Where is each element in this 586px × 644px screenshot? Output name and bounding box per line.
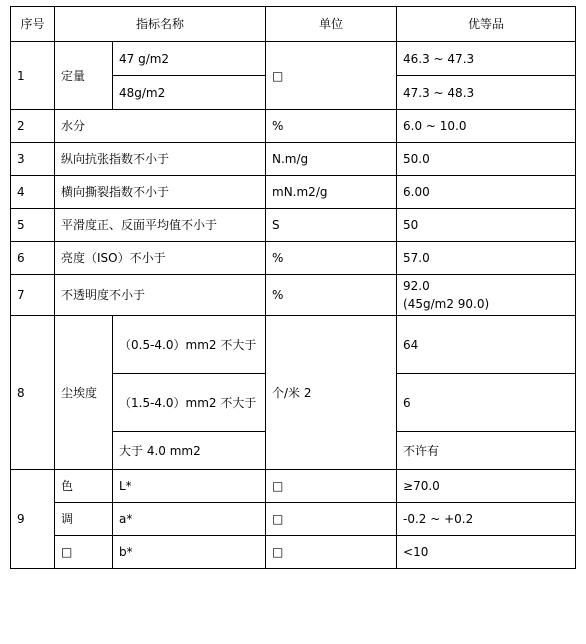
row9-name3: □ [55,536,113,569]
row1-value1: 46.3 ~ 47.3 [397,42,576,76]
row1-sub1: 47 g/m2 [113,42,266,76]
row8-sub3: 大于 4.0 mm2 [113,432,266,470]
row8-unit: 个/米 2 [266,316,397,470]
row9-unit3: □ [266,536,397,569]
row6-unit: % [266,242,397,275]
row4-seq: 4 [11,176,55,209]
row9-unit1: □ [266,470,397,503]
row2-name: 水分 [55,110,266,143]
row8-value2: 6 [397,374,576,432]
table-row [11,209,576,242]
table-row [11,536,576,569]
header-seq: 序号 [11,7,55,42]
row8-sub2: （1.5-4.0）mm2 不大于 [113,374,266,432]
table-row [11,242,576,275]
table-row [11,275,576,316]
row1-unit: □ [266,42,397,110]
row9-seq: 9 [11,470,55,569]
row2-seq: 2 [11,110,55,143]
row1-seq: 1 [11,42,55,110]
row6-seq: 6 [11,242,55,275]
row1-name: 定量 [55,42,113,110]
row7-value [397,275,576,316]
row5-name: 平滑度正、反面平均值不小于 [55,209,266,242]
row7-value-line2: (45g/m2 90.0) [403,297,490,311]
row9-value1: ≥70.0 [397,470,576,503]
row9-sub3: b* [113,536,266,569]
row3-unit: N.m/g [266,143,397,176]
row9-unit2: □ [266,503,397,536]
table-row [11,176,576,209]
table-row [11,143,576,176]
row7-seq: 7 [11,275,55,316]
table-row [11,110,576,143]
table-row [11,503,576,536]
row9-sub2: a* [113,503,266,536]
row5-value: 50 [397,209,576,242]
row9-sub1: L* [113,470,266,503]
row5-seq: 5 [11,209,55,242]
spec-table [10,6,576,569]
table-row [11,470,576,503]
row8-value1: 64 [397,316,576,374]
row2-value: 6.0 ~ 10.0 [397,110,576,143]
row6-value: 57.0 [397,242,576,275]
row7-name: 不透明度不小于 [55,275,266,316]
row3-name: 纵向抗张指数不小于 [55,143,266,176]
header-unit: 单位 [266,7,397,42]
row8-seq: 8 [11,316,55,470]
row9-value3: <10 [397,536,576,569]
table-row [11,316,576,374]
row9-name2: 调 [55,503,113,536]
row9-name1: 色 [55,470,113,503]
row9-value2: -0.2 ~ +0.2 [397,503,576,536]
row6-name: 亮度（ISO）不小于 [55,242,266,275]
header-name: 指标名称 [55,7,266,42]
row3-value: 50.0 [397,143,576,176]
header-row [11,7,576,42]
row5-unit: S [266,209,397,242]
row4-unit: mN.m2/g [266,176,397,209]
row2-unit: % [266,110,397,143]
row4-value: 6.00 [397,176,576,209]
row8-name: 尘埃度 [55,316,113,470]
row3-seq: 3 [11,143,55,176]
row1-value2: 47.3 ~ 48.3 [397,76,576,110]
header-grade: 优等品 [397,7,576,42]
row4-name: 横向撕裂指数不小于 [55,176,266,209]
row8-sub1: （0.5-4.0）mm2 不大于 [113,316,266,374]
row7-value-line1: 92.0 [403,279,430,293]
table-row [11,42,576,76]
row8-value3: 不许有 [397,432,576,470]
row1-sub2: 48g/m2 [113,76,266,110]
row7-unit: % [266,275,397,316]
